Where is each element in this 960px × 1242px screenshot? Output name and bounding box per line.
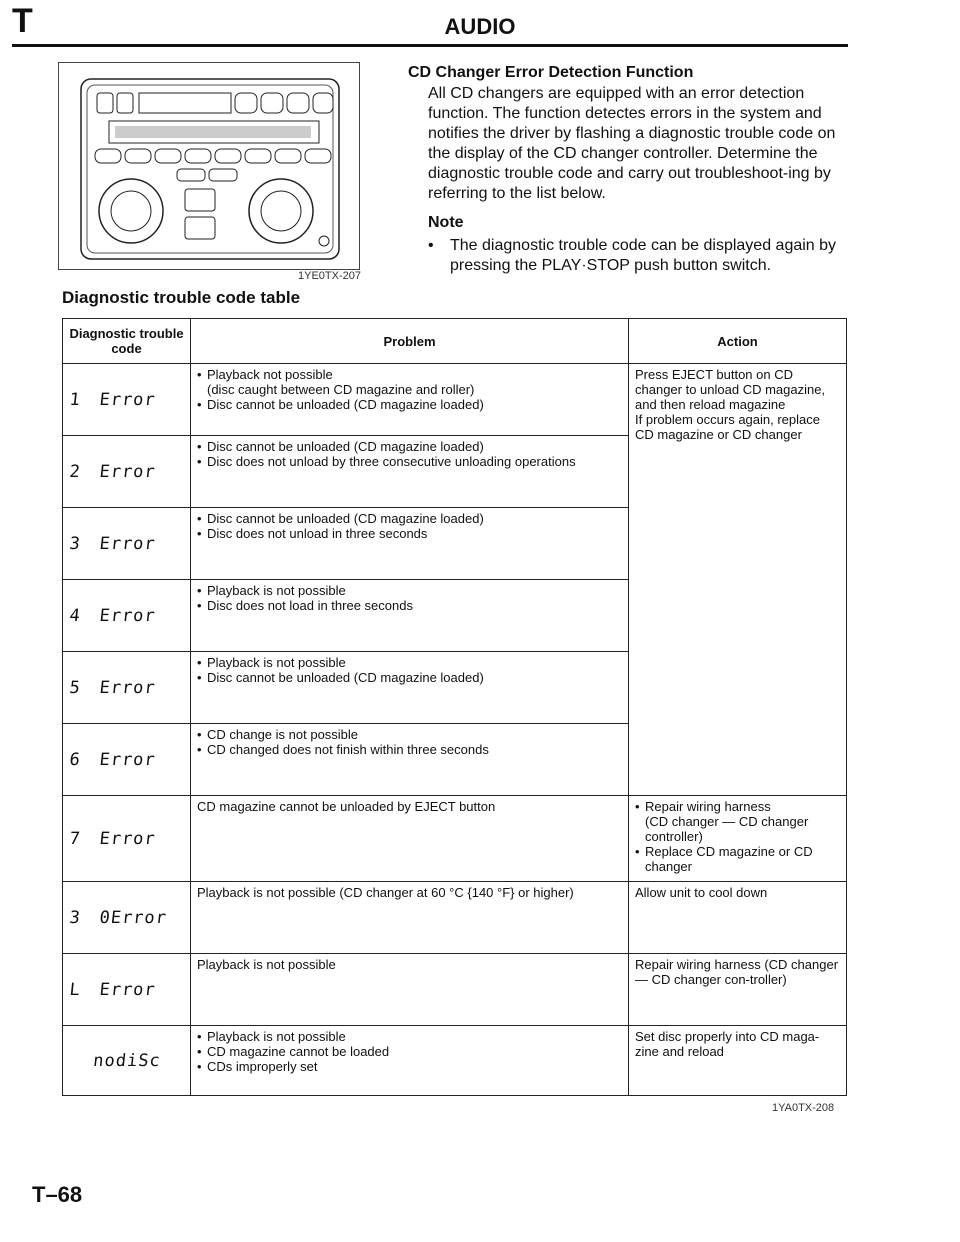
figure-id: 1YA0TX-208 xyxy=(772,1102,835,1114)
dtc-code: 3 0Error xyxy=(59,882,195,954)
action-continuation: (CD changer — CD changer controller) xyxy=(645,814,809,844)
problem-cell: • Disc cannot be unloaded (CD magazine loaded) • Disc does not unload by three consecutive unloading operations xyxy=(191,436,629,508)
table-row xyxy=(63,364,847,436)
section-letter: T xyxy=(12,2,33,40)
problem-cell: CD magazine cannot be unloaded by EJECT button xyxy=(191,796,629,882)
table-header-row xyxy=(63,319,847,364)
table-title: Diagnostic trouble code table xyxy=(62,288,301,307)
dtc-code: 2 Error xyxy=(59,436,195,508)
dtc-code: 1 Error xyxy=(59,364,195,436)
table-row xyxy=(63,882,847,954)
dtc-code: L Error xyxy=(59,954,195,1026)
table-row xyxy=(63,954,847,1026)
header-code: Diagnostic trouble code xyxy=(63,319,191,364)
problem-cell: • Playback is not possible • CD magazine cannot be loaded • CDs improperly set xyxy=(191,1026,629,1096)
bullet: • xyxy=(428,237,434,254)
action-cell: • Repair wiring harness (CD changer — CD changer controller) • Replace CD magazine or CD changer xyxy=(629,796,847,882)
action-cell: Repair wiring harness (CD changer — CD changer con-troller) xyxy=(629,954,847,1026)
action-cell: Press EJECT button on CD changer to unload CD magazine, and then reload magazine If problem occurs again, replace CD magazine or CD changer xyxy=(629,364,847,796)
problem-continuation: (disc caught between CD magazine and roller) xyxy=(207,382,475,397)
note-heading: Note xyxy=(428,214,464,231)
note-item xyxy=(428,236,848,276)
problem-cell: • Playback is not possible • Disc cannot be unloaded (CD magazine loaded) xyxy=(191,652,629,724)
action-cell: Allow unit to cool down xyxy=(629,882,847,954)
dtc-code: 3 Error xyxy=(59,508,195,580)
cd-changer-controller-illustration xyxy=(58,62,360,270)
problem-cell: Playback is not possible xyxy=(191,954,629,1026)
dtc-code: 6 Error xyxy=(59,724,195,796)
page-number: T–68 xyxy=(32,1182,83,1207)
problem-cell: • CD change is not possible • CD changed does not finish within three seconds xyxy=(191,724,629,796)
header-rule xyxy=(12,44,848,47)
section-heading: CD Changer Error Detection Function xyxy=(408,64,694,81)
note-text: The diagnostic trouble code can be displayed again by pressing the PLAY·STOP push button switch. xyxy=(450,237,837,274)
problem-cell: • Disc cannot be unloaded (CD magazine loaded) • Disc does not unload in three seconds xyxy=(191,508,629,580)
header-action: Action xyxy=(629,319,847,364)
problem-cell: • Playback is not possible • Disc does not load in three seconds xyxy=(191,580,629,652)
table-row xyxy=(63,796,847,882)
intro-paragraph: All CD changers are equipped with an error detection function. The function detectes errors in the system and notifies the driver by flashing a diagnostic trouble code on the display of the CD changer controller. Determine the diagnostic trouble code and carry out troubleshoot-ing by referring to the list below. xyxy=(428,85,836,202)
controller-drawing xyxy=(59,63,359,269)
header-problem: Problem xyxy=(191,319,629,364)
dtc-table xyxy=(62,318,847,1096)
problem-cell: Playback is not possible (CD changer at 60 °C {140 °F} or higher) xyxy=(191,882,629,954)
table-row xyxy=(63,1026,847,1096)
dtc-code: nodiSc xyxy=(59,1026,194,1096)
dtc-code: 5 Error xyxy=(59,652,195,724)
dtc-code: 7 Error xyxy=(58,796,195,882)
problem-cell: • Playback not possible (disc caught between CD magazine and roller) • Disc cannot be unloaded (CD magazine loaded) xyxy=(191,364,629,436)
page-title: AUDIO xyxy=(444,14,516,39)
dtc-code: 4 Error xyxy=(59,580,195,652)
action-cell: Set disc properly into CD maga-zine and reload xyxy=(629,1026,847,1096)
figure-id: 1YE0TX-207 xyxy=(298,270,361,282)
